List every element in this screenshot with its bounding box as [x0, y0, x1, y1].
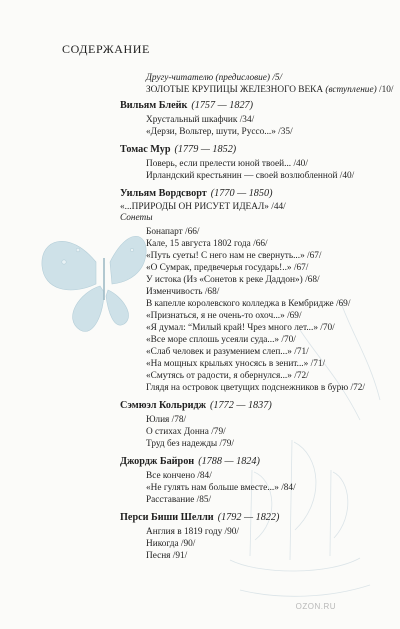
toc-entry: Изменчивость /68/ [146, 287, 220, 297]
author-name: Томас Мур [120, 144, 171, 155]
toc-entry: Англия в 1819 году /90/ [146, 527, 240, 537]
author-heading-blake [120, 100, 253, 112]
toc-entry: Ирландский крестьянин — своей возлюбленной /40/ [146, 171, 355, 181]
toc-entry: Никогда /90/ [146, 539, 196, 549]
author-years: (1779 — 1852) [174, 144, 237, 155]
butterfly-icon [42, 236, 146, 331]
author-heading-moore [120, 144, 236, 156]
toc-entry-introduction: ЗОЛОТЫЕ КРУПИЦЫ ЖЕЛЕЗНОГО ВЕКА (вступление) /10/ [146, 85, 394, 95]
author-years: (1788 — 1824) [198, 456, 260, 467]
toc-entry: У истока (Из «Сонетов к реке Даддон») /68/ [146, 275, 320, 285]
author-heading-byron [120, 456, 260, 468]
toc-entry: Хрустальный шкафчик /34/ [146, 115, 255, 125]
toc-entry: «Слаб человек и разумением слеп...» /71/ [146, 347, 309, 357]
toc-entry-essay: «...ПРИРОДЫ ОН РИСУЕТ ИДЕАЛ» /44/ [120, 202, 286, 212]
toc-entry: «Я думал: “Милый край! Чрез много лет...» /70/ [146, 323, 335, 333]
author-heading-coleridge [120, 400, 272, 412]
author-heading-shelley [120, 512, 279, 524]
author-name: Перси Биши Шелли [120, 512, 214, 523]
toc-entry: Юлия /78/ [146, 415, 187, 425]
toc-entry: Расставание /85/ [146, 495, 212, 505]
toc-entry-foreword: Другу-читателю (предисловие) /5/ [146, 73, 283, 83]
author-name: Сэмюэл Кольридж [120, 400, 207, 411]
author-name: Вильям Блейк [120, 100, 188, 111]
toc-entry: О стихах Донна /79/ [146, 427, 226, 437]
toc-entry: «Путь суеты! С него нам не свернуть...» /67/ [146, 251, 322, 261]
toc-entry: «Все море сплошь усеяли суда...» /70/ [146, 335, 296, 345]
author-years: (1757 — 1827) [191, 100, 254, 111]
toc-entry: «Не гулять нам больше вместе...» /84/ [146, 483, 296, 493]
toc-entry: Глядя на островок цветущих подснежников в бурю /72/ [146, 383, 365, 393]
author-years: (1772 — 1837) [210, 400, 272, 411]
toc-entry: «На мощных крыльях уносясь в зенит...» /71/ [146, 359, 326, 369]
toc-entry: «Смутясь от радости, я обернулся...» /72/ [146, 371, 309, 381]
toc-entry: Кале, 15 августа 1802 года /66/ [146, 239, 268, 249]
ozon-watermark: OZON.RU [295, 602, 336, 611]
subheading-sonnets: Сонеты [120, 213, 153, 223]
toc-entry: В капелле королевского колледжа в Кембридже /69/ [146, 299, 351, 309]
toc-entry: Бонапарт /66/ [146, 227, 200, 237]
toc-entry: Все кончено /84/ [146, 471, 212, 481]
author-name: Уильям Вордсворт [120, 188, 207, 199]
toc-entry: «Признаться, я не очень-то охоч...» /69/ [146, 311, 302, 321]
author-years: (1792 — 1822) [217, 512, 280, 523]
author-years: (1770 — 1850) [210, 188, 273, 199]
page-title: СОДЕРЖАНИЕ [62, 42, 150, 56]
toc-entry: Песня /91/ [146, 551, 188, 561]
author-heading-wordsworth [120, 188, 272, 200]
author-name: Джордж Байрон [120, 456, 195, 467]
toc-entry: «Дерзи, Вольтер, шути, Руссо...» /35/ [146, 127, 293, 137]
toc-entry: «О Сумрак, предвечерья государь!..» /67/ [146, 263, 309, 273]
toc-entry: Труд без надежды /79/ [146, 439, 234, 449]
toc-entry: Поверь, если прелести юной твоей... /40/ [146, 159, 308, 169]
